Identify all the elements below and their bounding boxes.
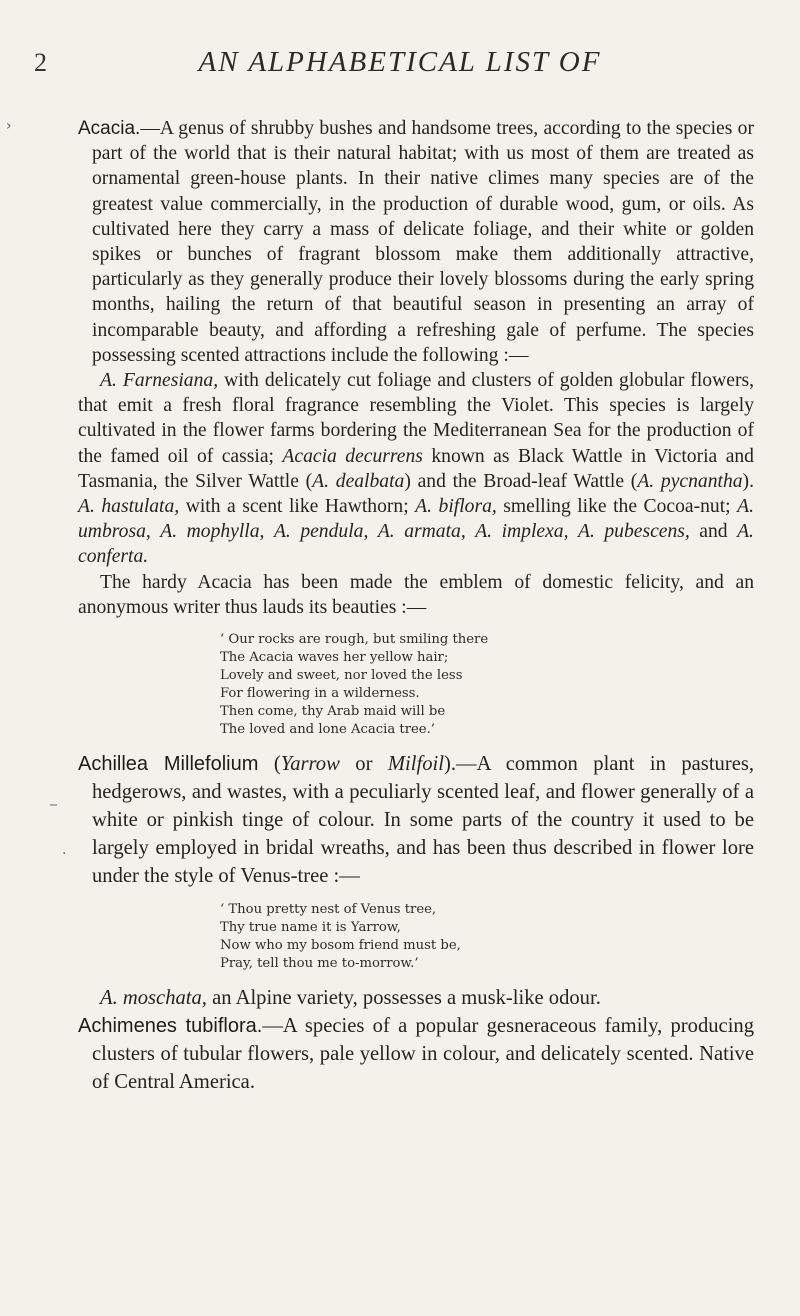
species-name: A. hastulata, [78,496,180,518]
page-number: 2 [34,48,47,77]
verse-line: The Acacia waves her yellow hair; [220,650,449,666]
species-description: an Alpine variety, possesses a musk-like odour. [206,987,601,1010]
entry-headword: Achillea Millefolium [78,753,259,776]
species-description: with a scent like Hawthorn; [179,496,416,518]
separator: or [339,753,388,776]
separator [368,521,378,542]
achillea-moschata-paragraph [78,984,754,1012]
verse-line: Then come, thy Arab maid will be [220,704,446,720]
species-description: known as Black Wattle in Victoria and Tasmania, the Silver Wattle ( [78,445,754,492]
margin-dot-mark: · [62,846,67,862]
acacia-emblem-paragraph: The hardy Acacia has been made the emblem of domestic felicity, and an anonymous writer thus lauds its beauties :— [78,571,754,618]
species-name: A. biflora, [415,496,497,518]
species-name: Acacia decurrens [282,445,423,467]
margin-arrow-mark: › [6,118,12,134]
species-name: A. armata, [377,521,466,543]
separator [151,521,161,542]
achillea-verse [220,901,754,973]
species-name: A. mophylla, [160,521,265,543]
separator [264,521,274,542]
species-name: A. dealbata [312,470,405,492]
species-name: A. Farnesiana, [100,370,219,392]
species-name: A. moschata, [100,987,207,1010]
species-description: smelling like the Cocoa-nut; [496,496,738,518]
page-content [78,116,754,1096]
verse-line: Pray, tell thou me to-morrow.’ [220,956,419,972]
entry-acacia [78,116,754,368]
entry-achimenes [78,1012,754,1096]
entry-body: —A species of a popular gesneraceous family, producing clusters of tubular flowers, pale yellow in colour, and delicately scented. Native of Central America. [92,1015,755,1094]
species-description: ) and the Broad-leaf Wattle ( [404,470,638,492]
punctuation: ( [258,753,281,776]
verse-line: For flowering in a wilderness. [220,686,420,702]
acacia-verse [220,631,754,739]
separator [466,521,476,542]
common-name: Milfoil [387,753,444,776]
entry-headword: Acacia. [78,118,141,139]
verse-line: ‘ Thou pretty nest of Venus tree, [220,902,437,918]
separator: and [689,521,738,543]
entry-body: —A genus of shrubby bushes and handsome trees, according to the species or part of the world that is their natural habitat; with us most of them are treated as ornamental green-house plants. In their native climes many species are of the greatest value commercially, in the production of durable wood, gum, or oils. As cultivated here they carry a mass of delicate foliage, and their white or golden spikes or bunches of fragrant blossom make them additionally attractive, particularly as they generally produce their lovely blossoms during the early spring months, hailing the return of that beautiful season in presenting an array of incomparable beauty, and affording a refreshing gale of perfume. The species possessing scented attractions include the following :— [92,118,754,366]
species-name: A. pendula, [273,521,369,543]
verse-line: Thy true name it is Yarrow, [220,920,401,936]
common-name: Yarrow [280,753,340,776]
species-name: A. pycnantha [637,470,743,492]
page-header [0,46,800,86]
species-name: A. umbrosa, [78,496,754,543]
entry-headword: Achimenes tubiflora. [78,1015,263,1038]
species-description: with delicately cut foliage and clusters of golden globular flowers, that emit a fresh floral fragrance resembling the Violet. This species is largely cultivated in the flower farms bordering the Mediterranean Sea for the production of the famed oil of cassia; [78,370,754,467]
species-description: ). [742,470,754,492]
species-name: A. implexa, [475,521,569,543]
running-title: AN ALPHABETICAL LIST OF [198,46,602,78]
species-name: A. conferta. [78,521,754,568]
verse-line: ‘ Our rocks are rough, but smiling there [220,632,489,648]
verse-line: Lovely and sweet, nor loved the less [220,668,463,684]
margin-dash-mark: _ [50,790,57,806]
species-name: A. pubescens, [578,521,690,543]
acacia-species-paragraph [78,368,754,570]
verse-line: The loved and lone Acacia tree.’ [220,722,435,738]
verse-line: Now who my bosom friend must be, [220,938,461,954]
entry-body: ).—A common plant in pastures, hedgerows, and wastes, with a peculiarly scented leaf, and flower generally of a white or pinkish tinge of colour. In some parts of the country it used to be largely employed in bridal wreaths, and has been thus described in flower lore under the style of Venus-tree :— [92,753,755,888]
separator [569,521,579,542]
entry-achillea [78,750,754,890]
